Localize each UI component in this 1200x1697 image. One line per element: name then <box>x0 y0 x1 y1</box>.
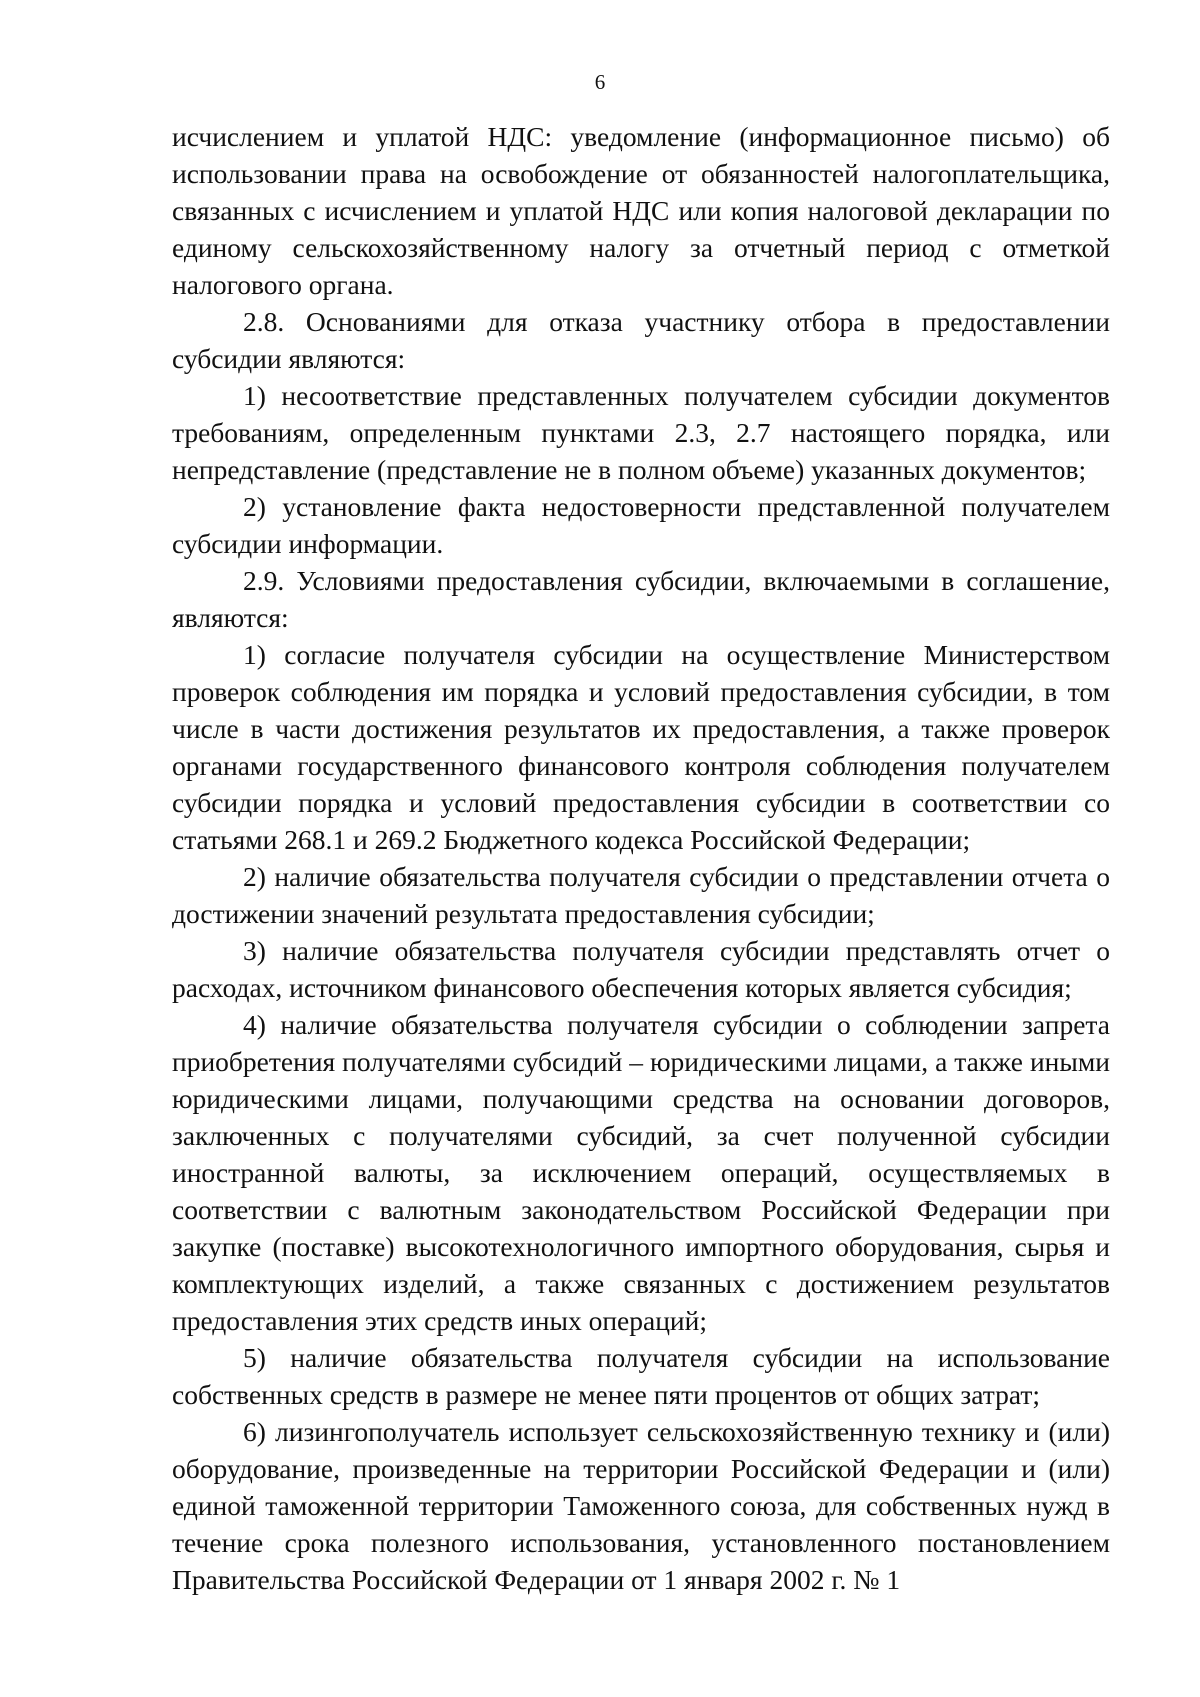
paragraph: 5) наличие обязательства получателя субсидии на использование собственных средств в размере не менее пяти процентов от общих затрат; <box>172 1342 1110 1410</box>
paragraph: исчислением и уплатой НДС: уведомление (информационное письмо) об использовании права на освобождение от обязанностей налогоплательщика, связанных с исчислением и уплатой НДС или копия налоговой декларации по единому сельскохозяйственному налогу за отчетный период с отметкой налогового органа. <box>172 121 1110 300</box>
paragraph: 2) установление факта недостоверности представленной получателем субсидии информации. <box>172 491 1110 559</box>
paragraph: 1) согласие получателя субсидии на осуществление Министерством проверок соблюдения им порядка и условий предоставления субсидии, в том числе в части достижения результатов их предоставления, а также проверок органами государственного финансового контроля соблюдения получателем субсидии порядка и условий предоставления субсидии в соответствии со статьями 268.1 и 269.2 Бюджетного кодекса Российской Федерации; <box>172 639 1110 855</box>
paragraph: 3) наличие обязательства получателя субсидии представлять отчет о расходах, источником финансового обеспечения которых является субсидия; <box>172 935 1110 1003</box>
paragraph: 2) наличие обязательства получателя субсидии о представлении отчета о достижении значений результата предоставления субсидии; <box>172 861 1110 929</box>
paragraph: 2.8. Основаниями для отказа участнику отбора в предоставлении субсидии являются: <box>172 306 1110 374</box>
document-body <box>172 118 1110 1598</box>
paragraph: 1) несоответствие представленных получателем субсидии документов требованиям, определенным пунктами 2.3, 2.7 настоящего порядка, или непредставление (представление не в полном объеме) указанных документов; <box>172 380 1110 485</box>
paragraph: 2.9. Условиями предоставления субсидии, включаемыми в соглашение, являются: <box>172 565 1110 633</box>
paragraph: 4) наличие обязательства получателя субсидии о соблюдении запрета приобретения получателями субсидий – юридическими лицами, а также иными юридическими лицами, получающими средства на основании договоров, заключенных с получателями субсидий, за счет полученной субсидии иностранной валюты, за исключением операций, осуществляемых в соответствии с валютным законодательством Российской Федерации при закупке (поставке) высокотехнологичного импортного оборудования, сырья и комплектующих изделий, а также связанных с достижением результатов предоставления этих средств иных операций; <box>172 1009 1110 1336</box>
paragraph: 6) лизингополучатель использует сельскохозяйственную технику и (или) оборудование, произведенные на территории Российской Федерации и (или) единой таможенной территории Таможенного союза, для собственных нужд в течение срока полезного использования, установленного постановлением Правительства Российской Федерации от 1 января 2002 г. № 1 <box>172 1416 1110 1595</box>
page-number: 6 <box>594 70 606 94</box>
